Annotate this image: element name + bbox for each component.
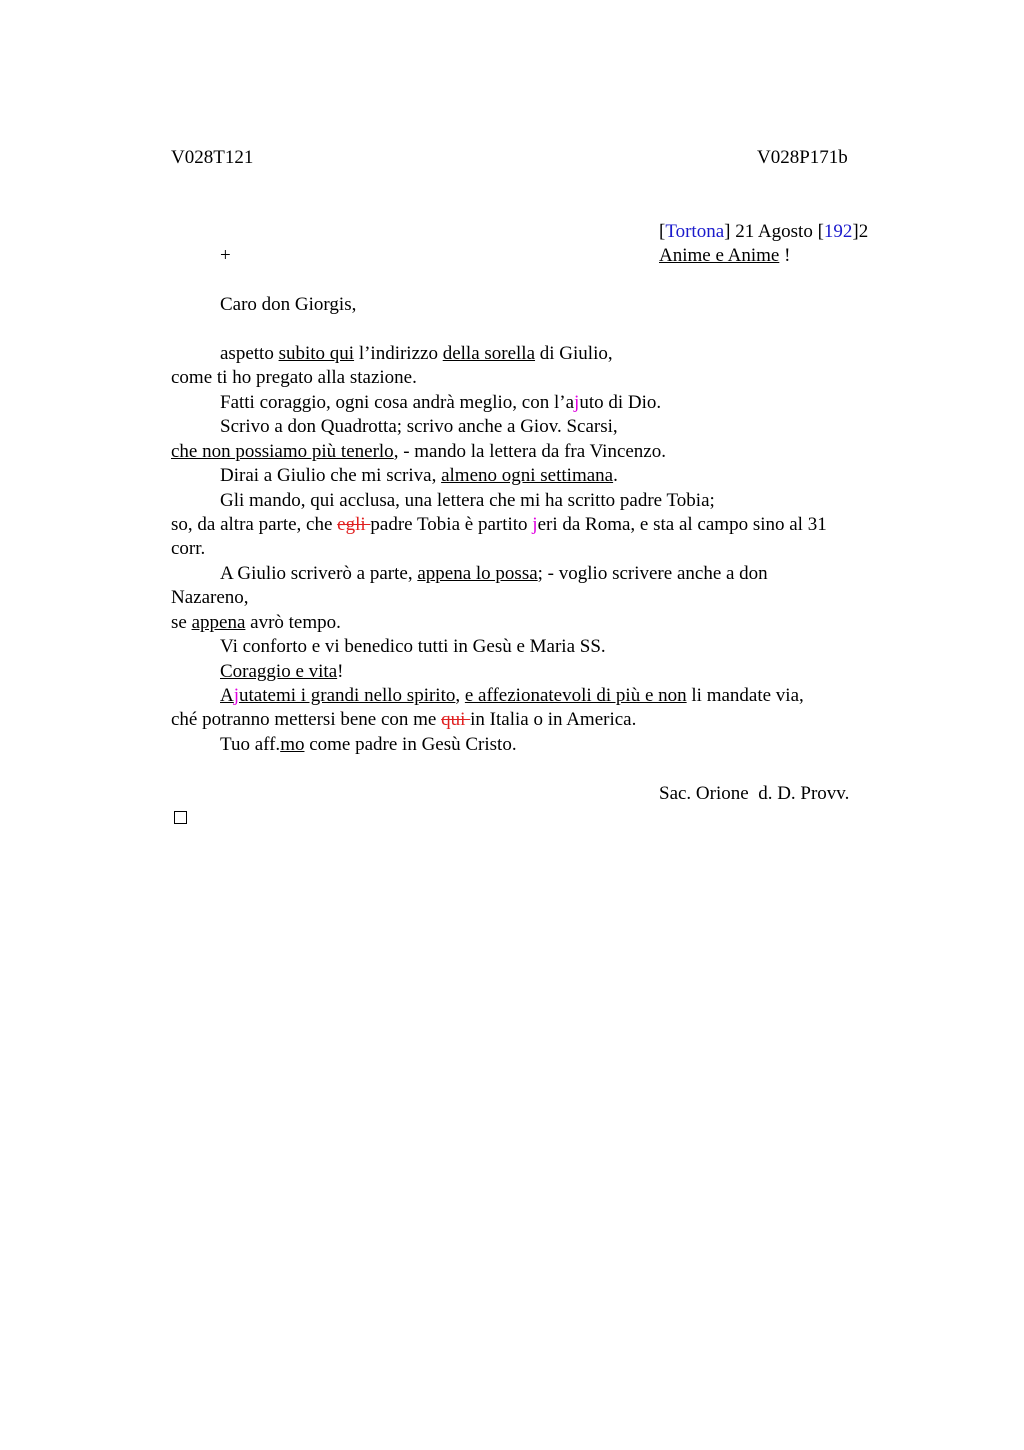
deleted-word: qui <box>441 709 471 730</box>
body-line: come ti ho pregato alla stazione. <box>171 367 417 388</box>
body-line: che non possiamo più tenerlo, - mando la lettera da fra Vincenzo. <box>171 441 666 462</box>
end-box-icon <box>174 811 187 824</box>
dateline: [Tortona] 21 Agosto [192]2 <box>659 221 869 242</box>
body-line: Ajutatemi i grandi nello spirito, e affezionatevoli di più e non li mandate via, <box>220 685 804 706</box>
document-code-left: V028T121 <box>171 147 254 168</box>
year-editorial: 192 <box>823 221 853 242</box>
body-line: Dirai a Giulio che mi scriva, almeno ogni settimana. <box>220 465 618 486</box>
salutation: Caro don Giorgis, <box>220 294 357 315</box>
body-line: so, da altra parte, che egli padre Tobia è partito jeri da Roma, e sta al campo sino al 31 <box>171 514 827 535</box>
body-line: A Giulio scriverò a parte, appena lo possa; - voglio scrivere anche a don <box>220 563 768 584</box>
body-line: Vi conforto e vi benedico tutti in Gesù e Maria SS. <box>220 636 606 657</box>
correction-mark: j <box>574 392 580 413</box>
signature: Sac. Orione d. D. Provv. <box>659 783 850 804</box>
body-line: Nazareno, <box>171 587 249 608</box>
body-line: aspetto subito qui l’indirizzo della sorella di Giulio, <box>220 343 613 364</box>
body-line: corr. <box>171 538 206 559</box>
motto: Anime e Anime ! <box>659 245 791 266</box>
cross-mark: + <box>220 245 231 266</box>
document-code-right: V028P171b <box>757 147 848 168</box>
deleted-word: egli <box>337 514 371 535</box>
body-line: Fatti coraggio, ogni cosa andrà meglio, con l’ajuto di Dio. <box>220 392 662 413</box>
body-line: Scrivo a don Quadrotta; scrivo anche a Giov. Scarsi, <box>220 416 618 437</box>
place-editorial: Tortona <box>665 221 725 242</box>
closing-line: Tuo aff.mo come padre in Gesù Cristo. <box>220 734 517 755</box>
body-line: se appena avrò tempo. <box>171 612 341 633</box>
body-line: Gli mando, qui acclusa, una lettera che mi ha scritto padre Tobia; <box>220 490 715 511</box>
correction-mark: j <box>233 685 240 706</box>
body-line: Coraggio e vita! <box>220 661 344 682</box>
correction-mark: j <box>532 514 538 535</box>
body-line: ché potranno mettersi bene con me qui in Italia o in America. <box>171 709 637 730</box>
